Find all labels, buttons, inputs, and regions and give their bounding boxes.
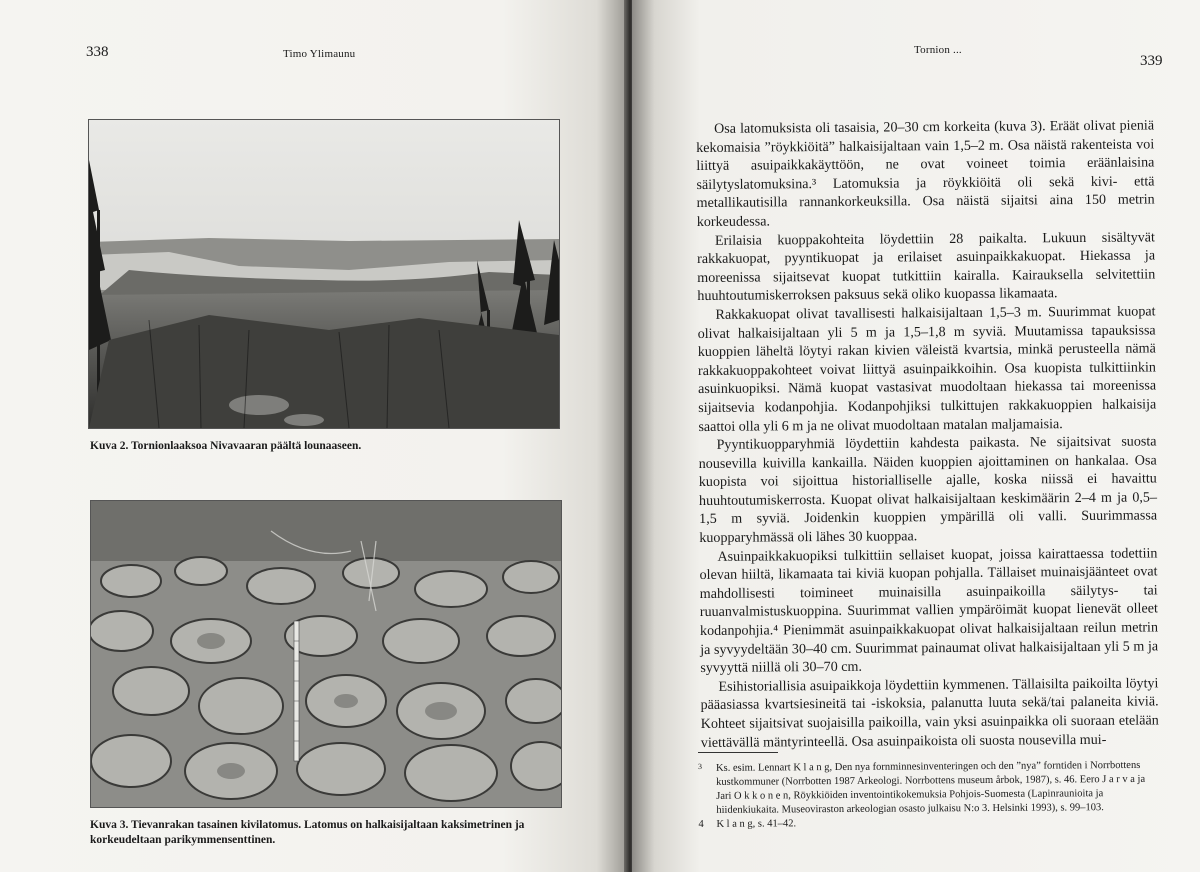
running-head: Timo Ylimaunu [283, 48, 356, 60]
footnotes [698, 759, 1154, 832]
paragraph: Osa latomuksista oli tasaisia, 20–30 cm korkeita (kuva 3). Eräät olivat pieniä kekomaisia ”röykkiöitä” halkaisijaltaan vain 1,5–2 m. Osa näistä rakenteista voi liittyä asuipaikkakäyttöön, ne ovat voineet toimia eräänlaisina säilytyslatomuksina.³ Latomuksia ja röykkiöitä oli sekä kivi- että metallikautisilla rannankorkeuksilla. Osa näistä sijaitsi aina 150 metrin korkeudessa. [696, 117, 1155, 230]
footnote-mark: 4 [698, 818, 704, 830]
figure-caption: Kuva 2. Tornionlaaksoa Nivavaaran päältä lounaaseen. [90, 440, 362, 452]
footnote-text: Ks. esim. Lennart K l a n g, Den nya fornminnesinventeringen och den ”nya” forntiden i Norrbottens kustkommuner (Norrbotten 1987 Arkeologi. Norrbottens museum årbok, 1987), s. 46. Eero J a r v a ja Jari O k k o n e n, Röykkiöiden inventointikokemuksia Pohjois-Suomesta (Lapinraunioita ja hiidenkiukaita. Museoviraston arkeologian osasto julkaisu N:o 3. Helsinki 1993), s. 99–103. [716, 759, 1146, 816]
paragraph: Rakkakuopat olivat tavallisesti halkaisijaltaan 1,5–3 m. Suurimmat kuopat olivat halkaisijaltaan yli 5 m ja 1,5–1,8 m syviä. Muutamissa tapauksissa kuoppien läheltä löytyi rakan kivien väleistä kvartsia, minkä perusteella nämä rakkakuoppakohteet voivat liittyä asuinpaikkoihin. Osa kuopista tulkittiinkin asuinkuopiksi. Nämä kuopat vastasivat muodoltaan hiekassa tai moreenissa sijaitsevia kodanpohjia. Kodanpohjiksi tulkittujen rakkakuoppien halkaisija saattoi olla yli 6 m ja ne olivat muodoltaan matalan maljamaisia. [697, 303, 1157, 435]
page-number: 339 [1140, 53, 1163, 69]
paragraph: Esihistoriallisia asuipaikkoja löydettiin kymmenen. Tällaisilta paikoilta löytyi pääasiassa kvartsiesineitä tai -iskoksia, palanutta luuta sekä/tai palaneita kiviä. Kohteet sijaitsivat suojaisilla paikoilla, vain yksi asuinpaikka oli suoraan etelään viettävällä mäntyrinteellä. Osa asuinpaikoista oli suosta nousevilla mui- [700, 675, 1159, 751]
footnote-text: K l a n g, s. 41–42. [716, 818, 797, 830]
body-text [696, 116, 1159, 752]
paragraph: Asuinpaikkakuopiksi tulkittiin sellaiset kuopat, joissa kairattaessa todettiin olevan hiiltä, likamaata tai kiviä kuopan pohjalla. Tällaiset muinaisjäänteet ovat mahdollisesti toimineet muinaisilla asuinpaikoilla säilytys- tai ruuanvalmistuskuoppina. Suurimmat vallien ympäröimät kuopat lienevät olleet kodanpohjia.⁴ Pienimmät asuinpaikkakuopat olivat halkaisijaltaan reilun metrin ja syvyydeltään 30–40 cm. Suurimmat painaumat olivat halkaisijaltaan yli 5 m ja syvyyttä niillä oli 30–70 cm. [699, 545, 1159, 677]
figure-caption: Kuva 3. Tievanrakan tasainen kivilatomus. Latomus on halkaisijaltaan kaksimetrinen ja korkeudeltaan parikymmensenttinen. [90, 819, 525, 846]
paragraph: Erilaisia kuoppakohteita löydettiin 28 paikalta. Lukuun sisältyvät rakkakuopat, pyyntikuopat ja erilaiset asuinpaikkakuopat. Hiekassa ja moreenissa sijaitsevat kuopat tutkittiin kairalla. Kairauksella selvitettiin huuhtoutumiskerroksen paksuus sekä oliko kuopassa likamaata. [697, 228, 1156, 305]
paragraph: Pyyntikuopparyhmiä löydettiin kahdesta paikasta. Ne sijaitsivat suosta nousevilla kuivilla kankailla. Näiden kuoppien ajoittaminen on hankalaa. Osa kuopista voi sijoittua historialliselle ajalle, koska niissä ei havaittu huuhtoutumiskerrosta. Kuopat olivat halkaisijaltaan keskimäärin 2–4 m ja 0,5–1,5 m syviä. Joidenkin kuoppien ympärillä oli valli. Suurimmassa kuopparyhmässä oli lähes 30 kuoppaa. [698, 433, 1158, 547]
figure-stone-field-photo [90, 500, 562, 808]
footnote-mark: 3 [698, 761, 703, 771]
footnote [698, 815, 1154, 832]
right-page [632, 0, 1200, 872]
page-number: 338 [86, 44, 109, 60]
footnote [698, 759, 1154, 818]
figure-landscape-photo [88, 119, 560, 429]
footnote-rule [698, 752, 778, 753]
running-head: Tornion ... [914, 44, 962, 56]
